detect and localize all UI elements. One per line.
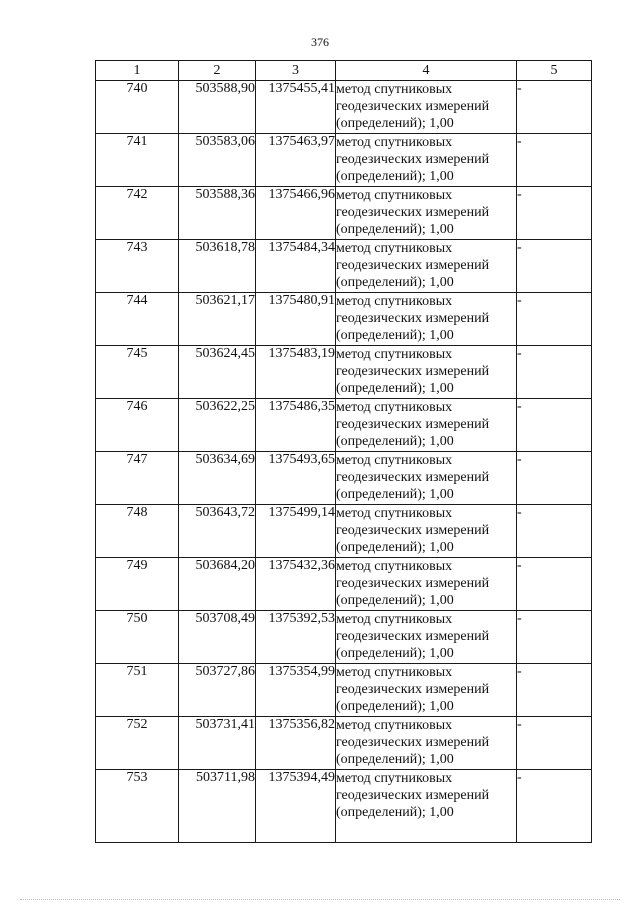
- method-line: геодезических измерений: [336, 364, 490, 379]
- method-line: геодезических измерений: [336, 576, 490, 591]
- method-line: геодезических измерений: [336, 205, 490, 220]
- method-cell: [336, 770, 517, 843]
- table-row: [96, 611, 592, 664]
- method-line: метод спутниковых: [336, 506, 453, 521]
- method-cell: [336, 187, 517, 240]
- x-coordinate-cell: 503624,45: [179, 346, 256, 399]
- note-cell: -: [517, 611, 592, 664]
- method-line: метод спутниковых: [336, 559, 453, 574]
- method-line: (определений); 1,00: [336, 752, 454, 767]
- x-coordinate-cell: 503731,41: [179, 717, 256, 770]
- note-cell: -: [517, 293, 592, 346]
- table-header: [96, 61, 592, 81]
- note-cell: -: [517, 399, 592, 452]
- method-line: (определений); 1,00: [336, 540, 454, 555]
- header-col-1: 1: [96, 61, 179, 81]
- table-row: [96, 717, 592, 770]
- y-coordinate-cell: 1375486,35: [256, 399, 336, 452]
- method-line: геодезических измерений: [336, 258, 490, 273]
- point-number-cell: 748: [96, 505, 179, 558]
- method-line: геодезических измерений: [336, 470, 490, 485]
- method-cell: [336, 240, 517, 293]
- table-row: [96, 399, 592, 452]
- x-coordinate-cell: 503588,36: [179, 187, 256, 240]
- method-line: геодезических измерений: [336, 311, 490, 326]
- method-line: (определений); 1,00: [336, 169, 454, 184]
- point-number-cell: 740: [96, 81, 179, 134]
- header-col-2: 2: [179, 61, 256, 81]
- method-line: геодезических измерений: [336, 682, 490, 697]
- method-line: (определений); 1,00: [336, 699, 454, 714]
- table-body: [96, 81, 592, 843]
- x-coordinate-cell: 503618,78: [179, 240, 256, 293]
- table-row: [96, 558, 592, 611]
- point-number-cell: 742: [96, 187, 179, 240]
- page-number: 376: [311, 35, 329, 49]
- method-line: метод спутниковых: [336, 665, 453, 680]
- header-row: [96, 61, 592, 81]
- method-line: метод спутниковых: [336, 453, 453, 468]
- method-line: (определений); 1,00: [336, 275, 454, 290]
- x-coordinate-cell: 503711,98: [179, 770, 256, 843]
- point-number-cell: 743: [96, 240, 179, 293]
- point-number-cell: 741: [96, 134, 179, 187]
- method-line: геодезических измерений: [336, 417, 490, 432]
- method-line: метод спутниковых: [336, 82, 453, 97]
- y-coordinate-cell: 1375354,99: [256, 664, 336, 717]
- table-row: [96, 770, 592, 843]
- point-number-cell: 752: [96, 717, 179, 770]
- method-line: метод спутниковых: [336, 400, 453, 415]
- point-number-cell: 751: [96, 664, 179, 717]
- table-row: [96, 505, 592, 558]
- note-cell: -: [517, 505, 592, 558]
- x-coordinate-cell: 503583,06: [179, 134, 256, 187]
- method-line: (определений); 1,00: [336, 593, 454, 608]
- method-cell: [336, 399, 517, 452]
- method-cell: [336, 452, 517, 505]
- x-coordinate-cell: 503622,25: [179, 399, 256, 452]
- note-cell: -: [517, 240, 592, 293]
- method-line: метод спутниковых: [336, 612, 453, 627]
- note-cell: -: [517, 452, 592, 505]
- method-line: метод спутниковых: [336, 188, 453, 203]
- y-coordinate-cell: 1375356,82: [256, 717, 336, 770]
- method-line: (определений); 1,00: [336, 381, 454, 396]
- method-line: метод спутниковых: [336, 241, 453, 256]
- table-row: [96, 346, 592, 399]
- note-cell: -: [517, 717, 592, 770]
- method-line: (определений); 1,00: [336, 434, 454, 449]
- point-number-cell: 746: [96, 399, 179, 452]
- x-coordinate-cell: 503643,72: [179, 505, 256, 558]
- y-coordinate-cell: 1375483,19: [256, 346, 336, 399]
- point-number-cell: 744: [96, 293, 179, 346]
- method-line: (определений); 1,00: [336, 328, 454, 343]
- table-row: [96, 81, 592, 134]
- y-coordinate-cell: 1375392,53: [256, 611, 336, 664]
- note-cell: -: [517, 770, 592, 843]
- coordinates-table: [95, 60, 592, 843]
- method-cell: [336, 505, 517, 558]
- point-number-cell: 750: [96, 611, 179, 664]
- point-number-cell: 749: [96, 558, 179, 611]
- table-row: [96, 664, 592, 717]
- x-coordinate-cell: 503708,49: [179, 611, 256, 664]
- method-cell: [336, 558, 517, 611]
- method-cell: [336, 293, 517, 346]
- y-coordinate-cell: 1375455,41: [256, 81, 336, 134]
- note-cell: -: [517, 664, 592, 717]
- note-cell: -: [517, 558, 592, 611]
- table-row: [96, 293, 592, 346]
- method-cell: [336, 664, 517, 717]
- method-line: геодезических измерений: [336, 152, 490, 167]
- method-line: геодезических измерений: [336, 523, 490, 538]
- y-coordinate-cell: 1375480,91: [256, 293, 336, 346]
- y-coordinate-cell: 1375493,65: [256, 452, 336, 505]
- note-cell: -: [517, 187, 592, 240]
- y-coordinate-cell: 1375432,36: [256, 558, 336, 611]
- method-cell: [336, 611, 517, 664]
- point-number-cell: 747: [96, 452, 179, 505]
- method-line: метод спутниковых: [336, 294, 453, 309]
- method-cell: [336, 134, 517, 187]
- table-row: [96, 452, 592, 505]
- method-line: (определений); 1,00: [336, 646, 454, 661]
- note-cell: -: [517, 134, 592, 187]
- x-coordinate-cell: 503634,69: [179, 452, 256, 505]
- method-line: (определений); 1,00: [336, 116, 454, 131]
- y-coordinate-cell: 1375463,97: [256, 134, 336, 187]
- y-coordinate-cell: 1375466,96: [256, 187, 336, 240]
- method-line: (определений); 1,00: [336, 487, 454, 502]
- header-col-5: 5: [517, 61, 592, 81]
- x-coordinate-cell: 503684,20: [179, 558, 256, 611]
- header-col-4: 4: [336, 61, 517, 81]
- table-row: [96, 187, 592, 240]
- method-line: метод спутниковых: [336, 347, 453, 362]
- table-row: [96, 240, 592, 293]
- header-col-3: 3: [256, 61, 336, 81]
- note-cell: -: [517, 346, 592, 399]
- table-row: [96, 134, 592, 187]
- method-line: (определений); 1,00: [336, 805, 454, 820]
- method-cell: [336, 81, 517, 134]
- method-line: метод спутниковых: [336, 135, 453, 150]
- method-cell: [336, 346, 517, 399]
- y-coordinate-cell: 1375499,14: [256, 505, 336, 558]
- x-coordinate-cell: 503588,90: [179, 81, 256, 134]
- point-number-cell: 753: [96, 770, 179, 843]
- method-line: метод спутниковых: [336, 718, 453, 733]
- footer-scan-residue: [20, 899, 620, 904]
- note-cell: -: [517, 81, 592, 134]
- method-line: геодезических измерений: [336, 788, 490, 803]
- x-coordinate-cell: 503727,86: [179, 664, 256, 717]
- point-number-cell: 745: [96, 346, 179, 399]
- method-line: (определений); 1,00: [336, 222, 454, 237]
- y-coordinate-cell: 1375484,34: [256, 240, 336, 293]
- method-cell: [336, 717, 517, 770]
- method-line: геодезических измерений: [336, 629, 490, 644]
- method-line: метод спутниковых: [336, 771, 453, 786]
- method-line: геодезических измерений: [336, 99, 490, 114]
- x-coordinate-cell: 503621,17: [179, 293, 256, 346]
- method-line: геодезических измерений: [336, 735, 490, 750]
- y-coordinate-cell: 1375394,49: [256, 770, 336, 843]
